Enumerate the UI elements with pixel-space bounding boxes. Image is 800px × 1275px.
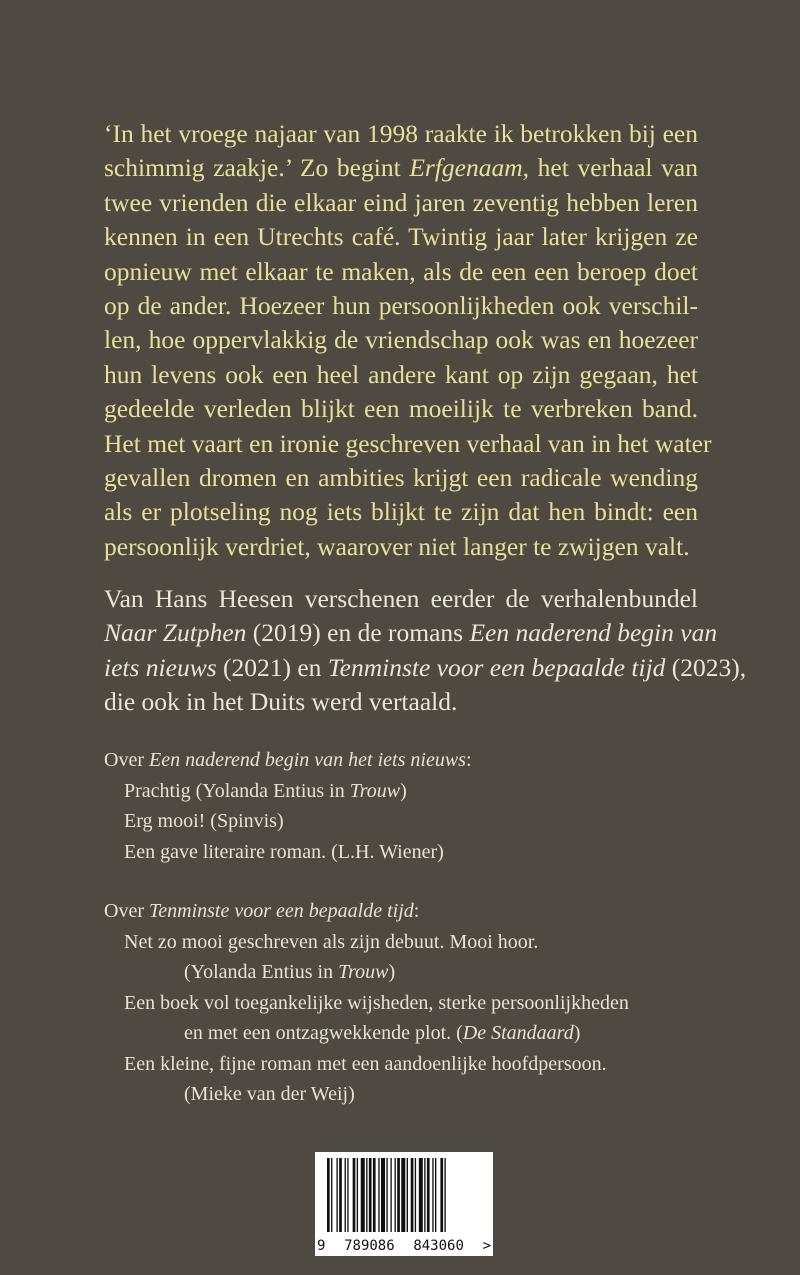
barcode-bar xyxy=(424,1158,425,1232)
barcode-bar xyxy=(361,1158,365,1232)
barcode-bar xyxy=(327,1158,330,1232)
blurb-line: hun levens ook een heel andere kant op zijn gegaan, het xyxy=(104,359,698,389)
author-line: Naar Zutphen (2019) en de romans Een naderend begin van xyxy=(104,618,718,648)
barcode-bar xyxy=(381,1158,385,1232)
barcode-bar xyxy=(378,1158,379,1232)
barcode-bar xyxy=(339,1158,342,1232)
reviews-heading: Over Tenminste voor een bepaalde tijd: xyxy=(104,900,420,922)
blurb-line: als er plotseling nog iets blijkt te zijn dat hen bindt: een xyxy=(104,497,698,527)
barcode-bar xyxy=(397,1158,400,1232)
review-quote: Net zo mooi geschreven als zijn debuut. Mooi hoor. xyxy=(124,930,539,953)
reviews-section-2 xyxy=(104,896,724,1110)
review-quote: Een gave literaire roman. (L.H. Wiener) xyxy=(124,840,444,863)
barcode-bar xyxy=(435,1158,436,1232)
barcode-bar xyxy=(440,1158,443,1232)
isbn-digits: 9 789086 843060 > xyxy=(317,1238,491,1254)
review-source: (Yolanda Entius in Trouw) xyxy=(184,961,396,983)
barcode-bar xyxy=(390,1158,391,1232)
barcode-bar xyxy=(366,1158,367,1232)
book-title-erfgenaam: Erfgenaam xyxy=(409,153,523,183)
barcode-bar xyxy=(419,1158,423,1232)
barcode-bar xyxy=(336,1158,337,1232)
blurb-line: opnieuw met elkaar te maken, als de een een beroep doet xyxy=(104,256,698,286)
barcode-bar xyxy=(331,1158,332,1232)
author-line: die ook in het Duits werd vertaald. xyxy=(104,687,458,717)
barcode-bar xyxy=(369,1158,372,1232)
blurb-line: schimmig zaakje.’ Zo begint Erfgenaam, het verhaal van xyxy=(104,153,698,183)
review-source: (Mieke van der Weij) xyxy=(184,1083,355,1105)
isbn-barcode xyxy=(315,1152,493,1256)
barcode-bar xyxy=(347,1158,348,1232)
review-quote: Een boek vol toegankelijke wijsheden, sterke persoonlijkheden xyxy=(124,991,629,1014)
author-line: iets nieuws (2021) en Tenminste voor een bepaalde tijd (2023), xyxy=(104,652,747,682)
barcode-bar xyxy=(415,1158,416,1232)
review-quote: Erg mooi! (Spinvis) xyxy=(124,810,284,832)
blurb-line: Het met vaart en ironie geschreven verhaal van in het water xyxy=(104,428,712,458)
review-quote: Een kleine, fijne roman met een aandoenlijke hoofdpersoon. xyxy=(124,1052,607,1075)
blurb-line: gedeelde verleden blijkt een moeilijk te verbreken band. xyxy=(104,394,698,424)
barcode-bars xyxy=(315,1152,493,1238)
barcode-bar xyxy=(427,1158,430,1232)
blurb-line: kennen in een Utrechts café. Twintig jaar later krijgen ze xyxy=(104,222,698,252)
reviews-heading: Over Een naderend begin van het iets nieuws: xyxy=(104,749,472,771)
blurb-line: persoonlijk verdriet, waarover niet langer te zwijgen valt. xyxy=(104,531,690,561)
author-line: Van Hans Heesen verschenen eerder de verhalenbundel xyxy=(104,584,698,613)
blurb-line: op de ander. Hoezeer hun persoonlijkheden ook verschil- xyxy=(104,290,698,320)
barcode-bar xyxy=(401,1158,405,1232)
barcode-bar xyxy=(411,1158,414,1232)
barcode-bar xyxy=(444,1158,445,1232)
blurb-line: twee vrienden die elkaar eind jaren zeventig hebben leren xyxy=(104,187,698,217)
review-quote-continued: en met een ontzagwekkende plot. (De Standaard) xyxy=(184,1022,581,1044)
blurb-line: gevallen dromen en ambities krijgt een radicale wending xyxy=(104,462,698,492)
blurb-paragraph xyxy=(104,117,712,564)
reviews-section-1 xyxy=(104,745,724,867)
barcode-bar xyxy=(353,1158,356,1232)
author-bibliography xyxy=(104,582,747,720)
barcode-bar xyxy=(386,1158,387,1232)
barcode-bar xyxy=(395,1158,396,1232)
barcode-bar xyxy=(345,1158,346,1232)
barcode-bar xyxy=(407,1158,408,1232)
barcode-bar xyxy=(373,1158,376,1232)
review-quote: Prachtig (Yolanda Entius in Trouw) xyxy=(124,779,407,802)
blurb-line: len, hoe oppervlakkig de vriendschap ook was en hoezeer xyxy=(104,325,698,355)
barcode-bar xyxy=(432,1158,433,1232)
blurb-line: ‘In het vroege najaar van 1998 raakte ik betrokken bij een xyxy=(104,119,698,148)
barcode-bar xyxy=(357,1158,358,1232)
